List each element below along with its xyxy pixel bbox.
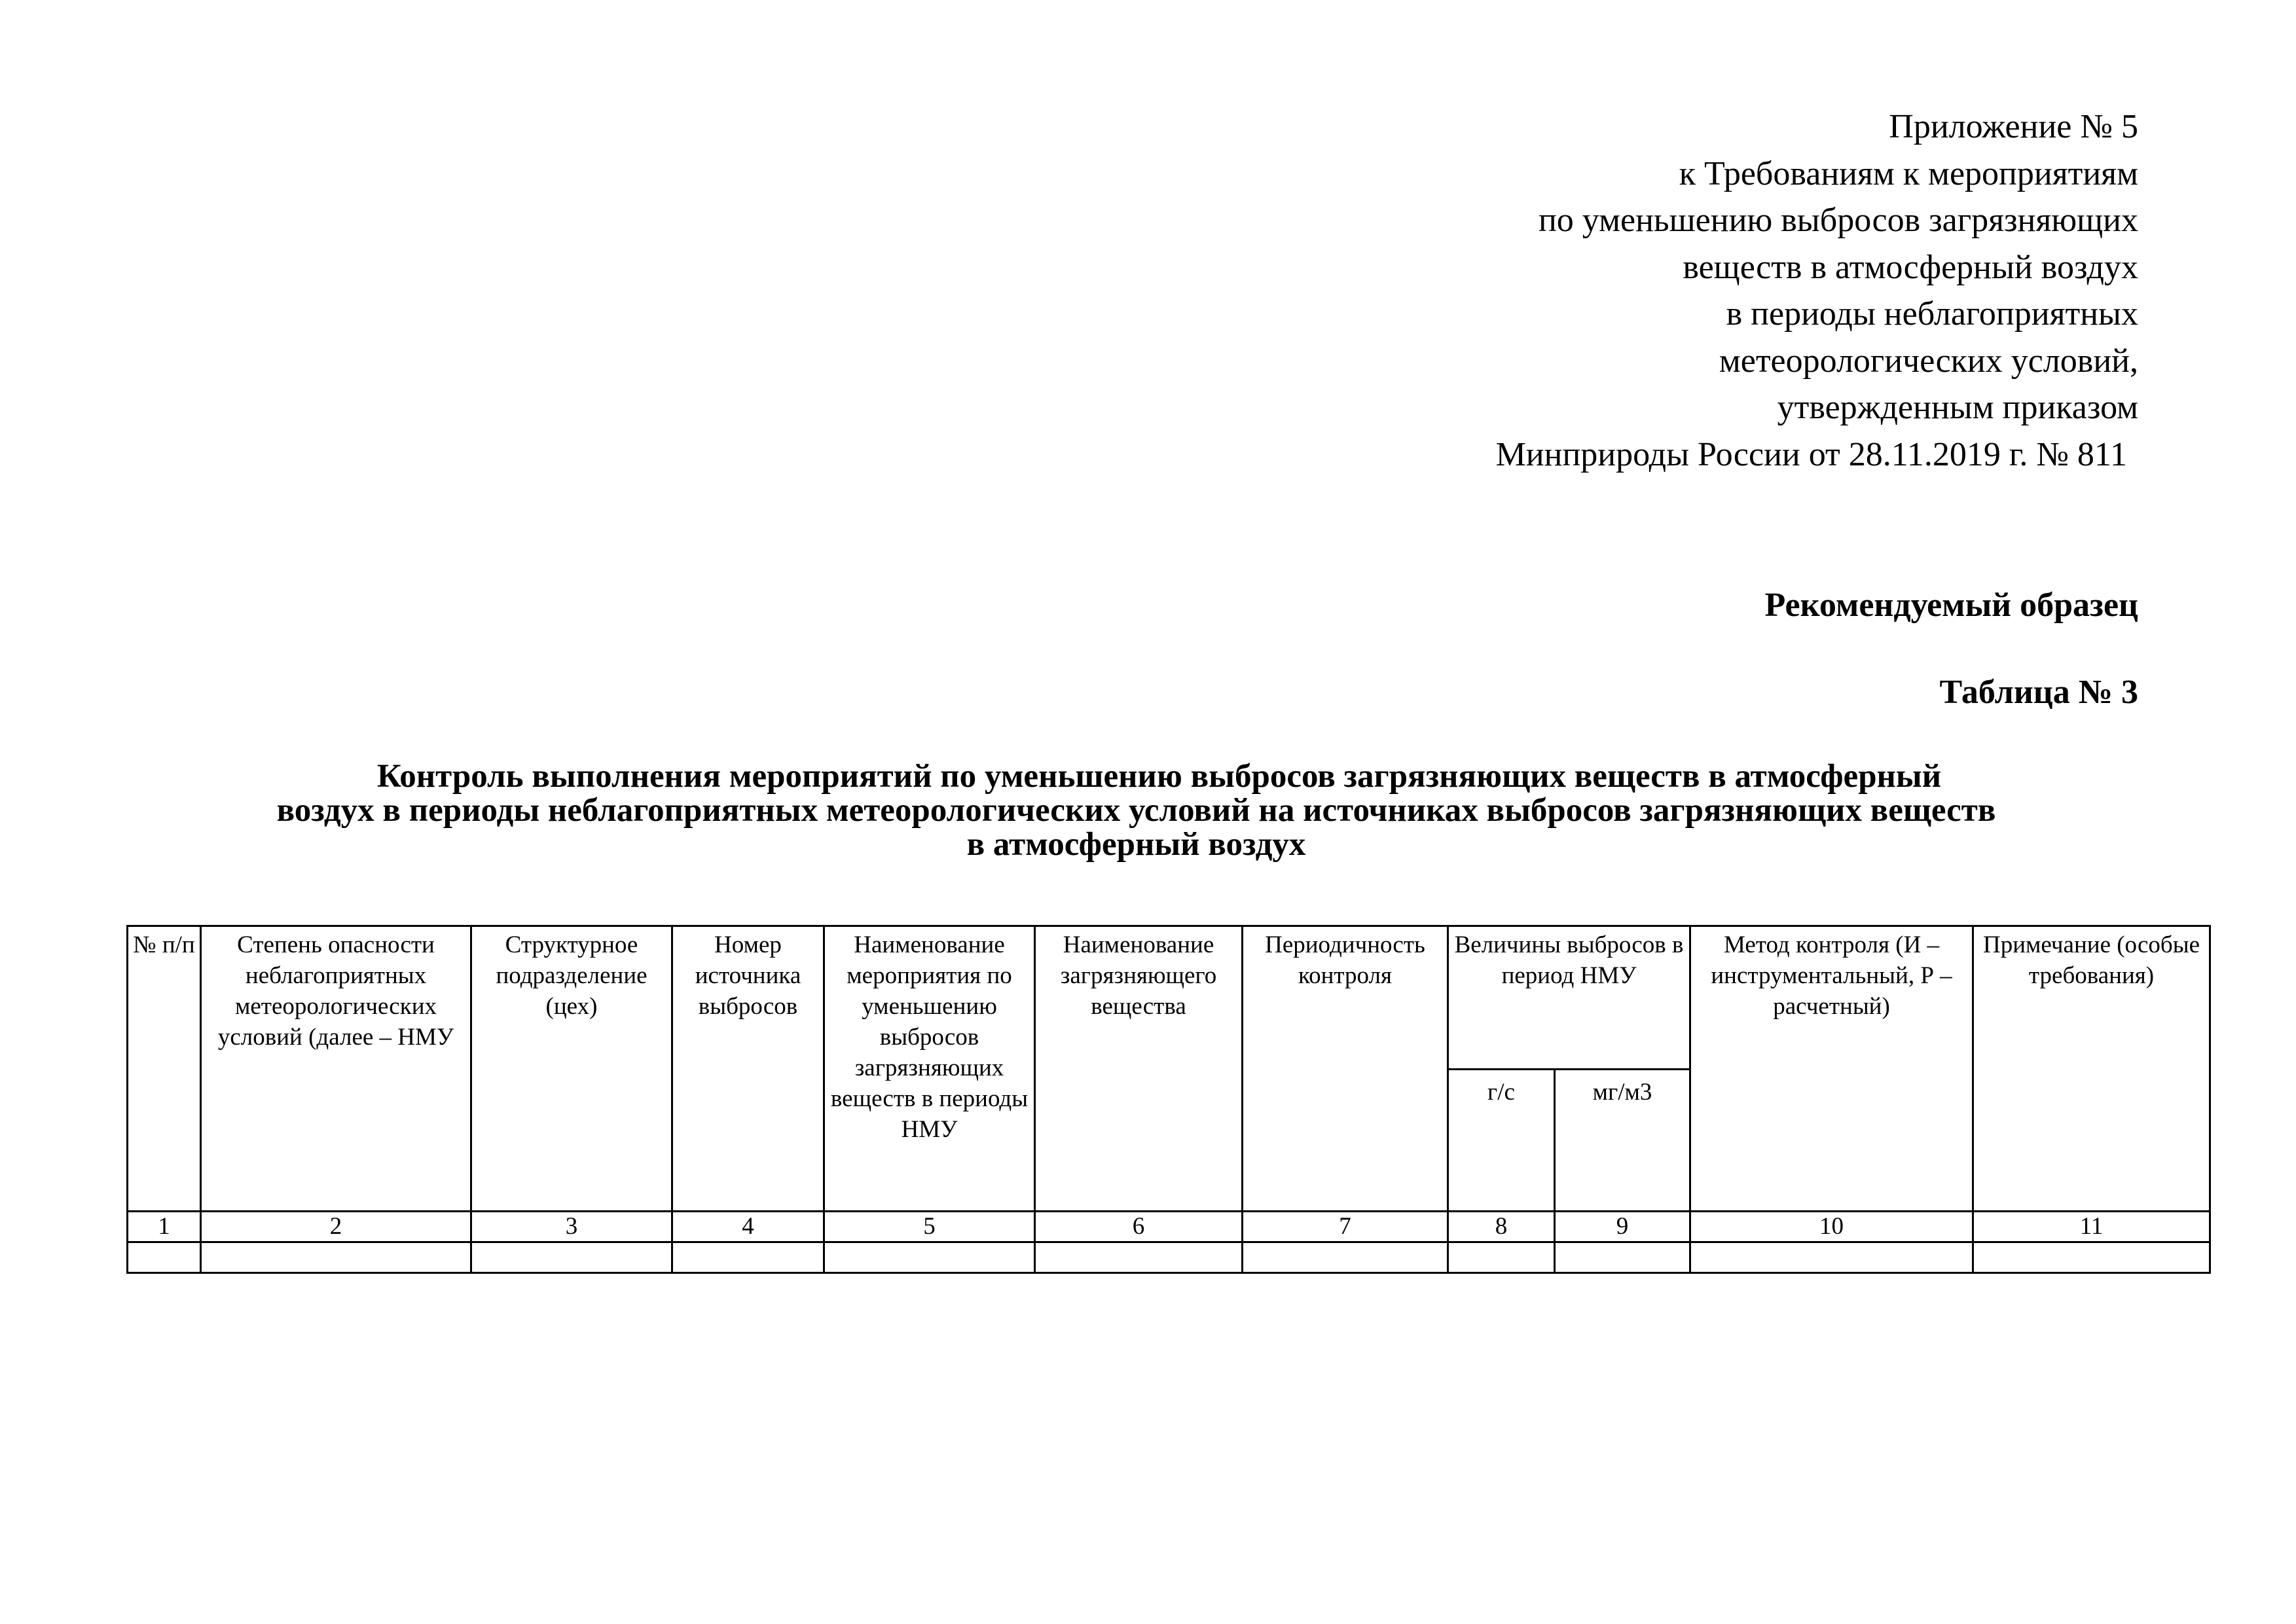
column-number: 10 [1690,1212,1973,1242]
column-number: 3 [471,1212,672,1242]
empty-cell [1555,1242,1690,1273]
title-line: Контроль выполнения мероприятий по уменьшению выбросов загрязняющих веществ в атмосферный [376,758,1942,795]
appendix-line: веществ в атмосферный воздух [1683,248,2138,286]
appendix-line: по уменьшению выбросов загрязняющих [1538,202,2138,239]
column-number: 8 [1448,1212,1555,1242]
appendix-line: к Требованиям к мероприятиям [1679,154,2138,192]
empty-cell [1690,1242,1973,1273]
control-table [126,925,2211,1274]
column-number: 11 [1973,1212,2210,1242]
appendix-line: Приложение № 5 [1889,108,2138,145]
empty-cell [672,1242,824,1273]
appendix-reference [1222,103,2138,478]
column-number: 4 [672,1212,824,1242]
header-row [128,926,2210,1070]
header-source-number: Номер источника выбросов [672,926,824,1212]
appendix-line: Минприроды России от 28.11.2019 г. № 811 [1495,435,2127,473]
empty-cell [471,1242,672,1273]
header-num: № п/п [128,926,201,1212]
appendix-line: в периоды неблагоприятных [1726,295,2138,333]
document-title [126,759,2146,861]
empty-cell [1973,1242,2210,1273]
header-note: Примечание (особые требования) [1973,926,2210,1212]
appendix-line: метеорологических условий, [1719,342,2138,380]
empty-cell [128,1242,201,1273]
column-number: 1 [128,1212,201,1242]
empty-cell [1035,1242,1243,1273]
title-line: воздух в периоды неблагоприятных метеорологических условий на источниках выбросов загрязняющих веществ [276,792,1996,829]
header-control-method: Метод контроля (И – инструментальный, Р – расчетный) [1690,926,1973,1212]
column-number-row [128,1212,2210,1242]
header-substance-name: Наименование загрязняющего вещества [1035,926,1243,1212]
empty-cell [201,1242,471,1273]
column-number: 9 [1555,1212,1690,1242]
empty-data-row [128,1242,2210,1273]
header-measure-name: Наименование мероприятия по уменьшению выбросов загрязняющих веществ в периоды НМУ [824,926,1035,1212]
header-danger-degree: Степень опасности неблагоприятных метеорологических условий (далее – НМУ [201,926,471,1212]
header-mgm3: мг/м3 [1555,1070,1690,1212]
header-structural-unit: Структурное подразделение (цех) [471,926,672,1212]
empty-cell [1243,1242,1448,1273]
header-gs: г/с [1448,1070,1555,1212]
table-number: Таблица № 3 [1939,674,2138,711]
header-control-period: Периодичность контроля [1243,926,1448,1212]
appendix-line: утвержденным приказом [1777,389,2138,426]
column-number: 5 [824,1212,1035,1242]
column-number: 7 [1243,1212,1448,1242]
column-number: 6 [1035,1212,1243,1242]
header-emission-values: Величины выбросов в период НМУ [1448,926,1690,1070]
empty-cell [824,1242,1035,1273]
empty-cell [1448,1242,1555,1273]
column-number: 2 [201,1212,471,1242]
recommended-sample-label: Рекомендуемый образец [1764,586,2138,624]
title-line: в атмосферный воздух [966,826,1306,863]
